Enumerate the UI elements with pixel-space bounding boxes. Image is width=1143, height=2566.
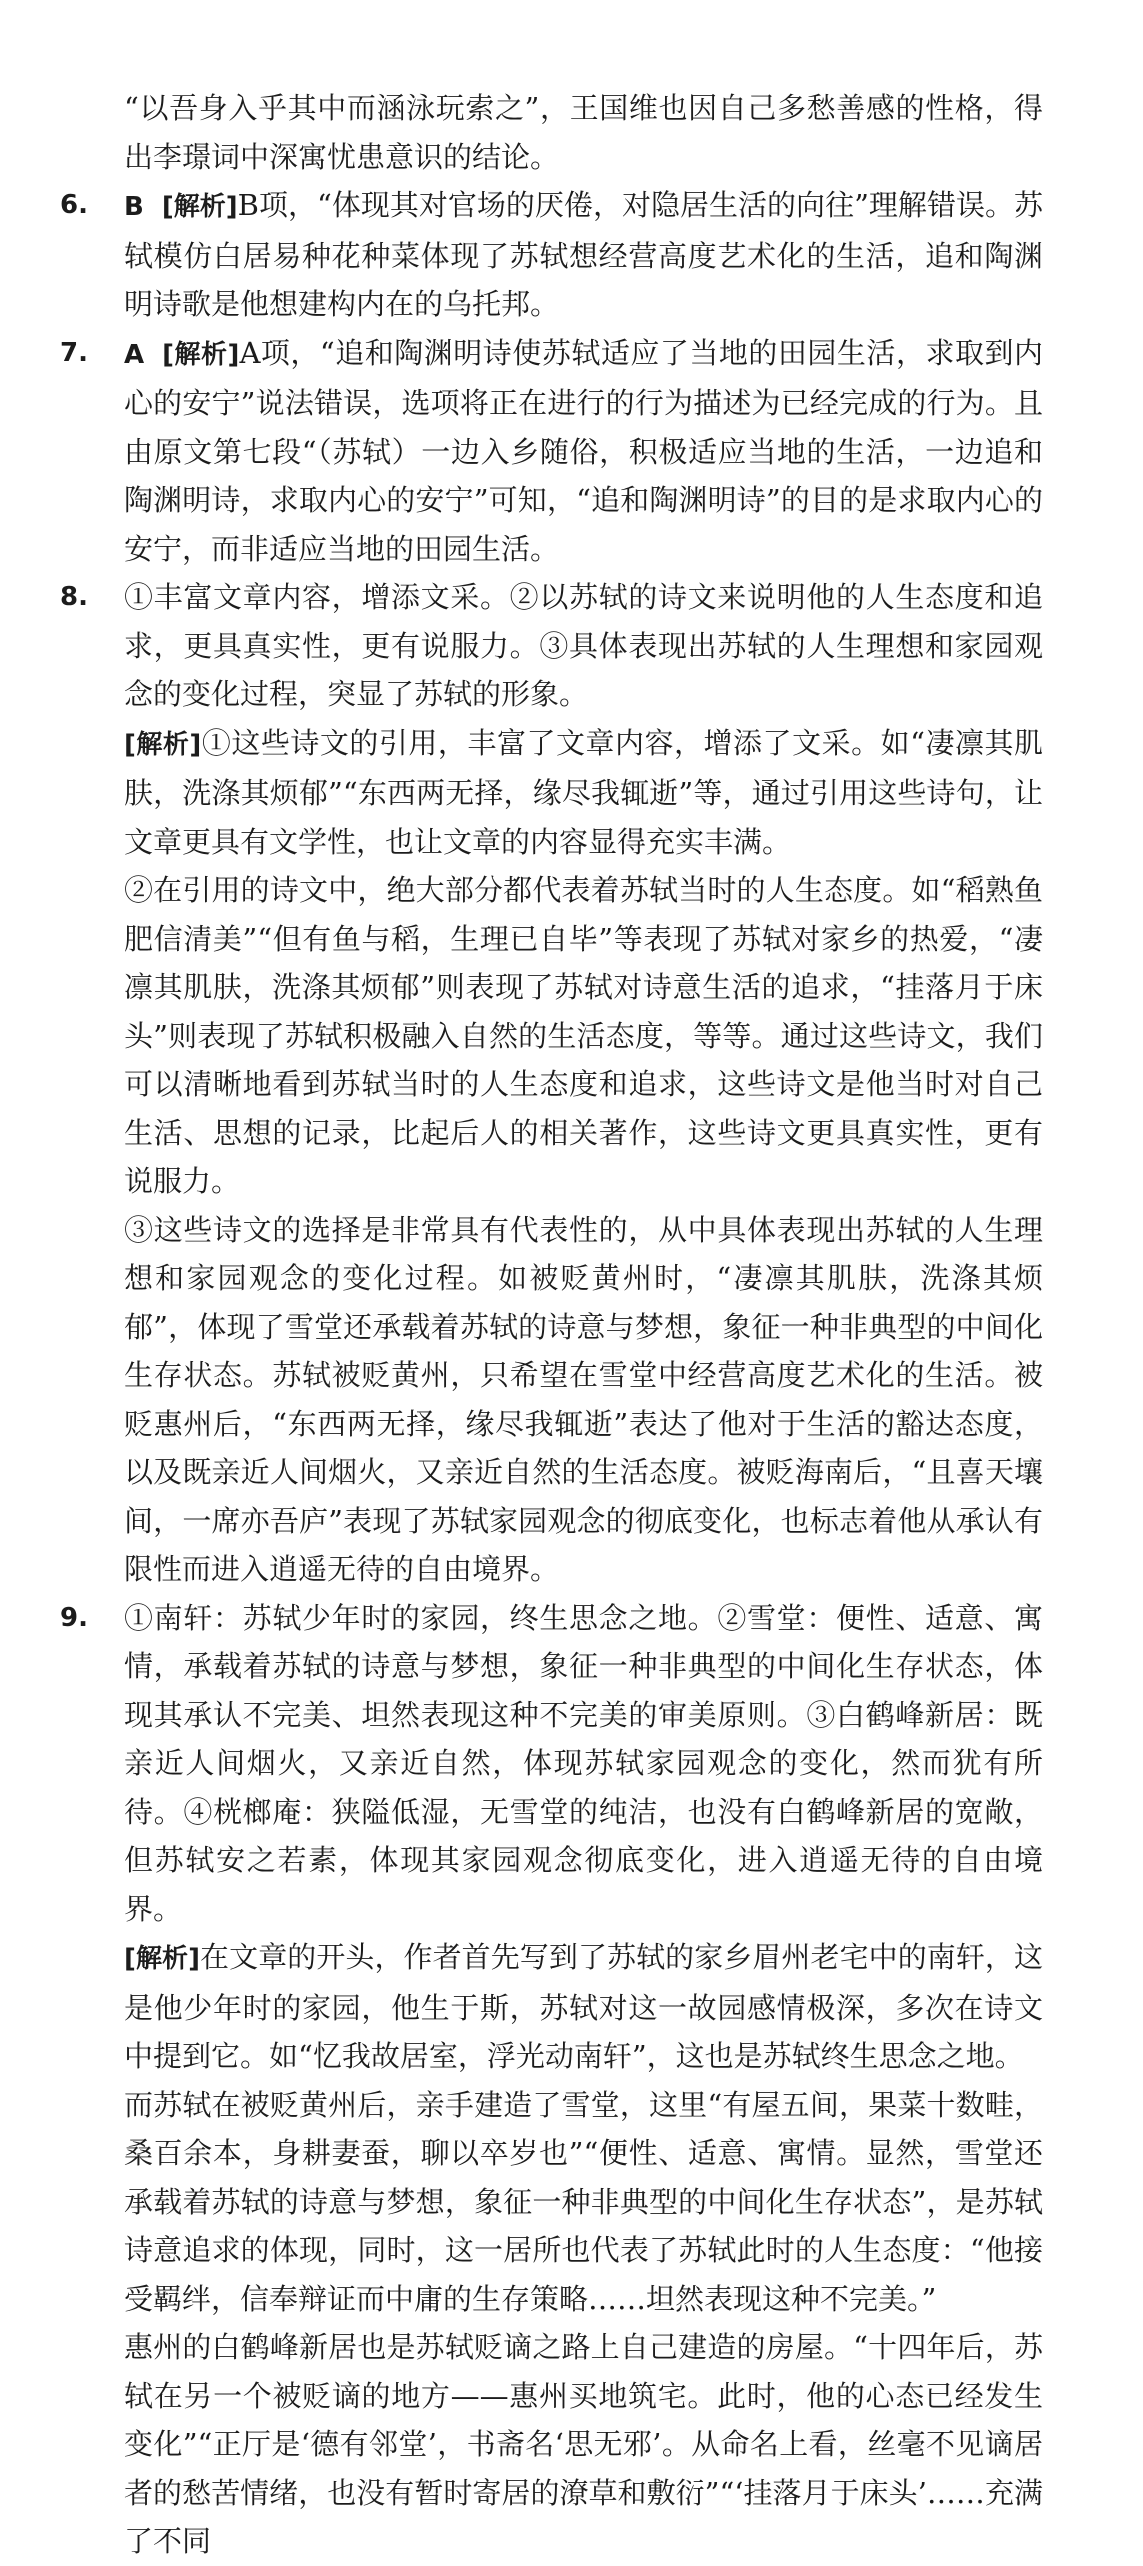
q9-analysis-1-text: 在文章的开头，作者首先写到了苏轼的家乡眉州老宅中的南轩，这是他少年时的家园，他生于斯，苏轼对这一故园感情极深，多次在诗文中提到它。如“忆我故居室，浮光动南轩”，这也是苏轼终生思念之地。 <box>124 1940 1043 2073</box>
q9-analysis-2: 而苏轼在被贬黄州后，亲手建造了雪堂，这里“有屋五间，果菜十数畦，桑百余本，身耕妻蚕，聊以卒岁也”“便性、适意、寓情。显然，雪堂还承载着苏轼的诗意与梦想，象征一种非典型的中间化生存状态”，是苏轼诗意追求的体现，同时，这一居所也代表了苏轼此时的人生态度：“他接受羁绊，信奉辩证而中庸的生存策略……坦然表现这种不完美。” <box>124 2087 1043 2316</box>
q8-analysis-2: ②在引用的诗文中，绝大部分都代表着苏轼当时的人生态度。如“稻熟鱼肥信清美”“但有鱼与稻，生理已自毕”等表现了苏轼对家乡的热爱，“凄凛其肌肤，洗涤其烦郁”则表现了苏轼对诗意生活的追求，“挂落月于床头”则表现了苏轼积极融入自然的生活态度，等等。通过这些诗文，我们可以清晰地看到苏轼当时的人生态度和追求，这些诗文是他当时对自己生活、思想的记录，比起后人的相关著作，这些诗文更具真实性，更有说服力。 <box>124 873 1043 1198</box>
q8-analysis-3: ③这些诗文的选择是非常具有代表性的，从中具体表现出苏轼的人生理想和家园观念的变化过程。如被贬黄州时，“凄凛其肌肤，洗涤其烦郁”，体现了雪堂还承载着苏轼的诗意与梦想，象征一种非典型的中间化生存状态。苏轼被贬黄州，只希望在雪堂中经营高度艺术化的生活。被贬惠州后，“东西两无择，缘尽我辄逝”表达了他对于生活的豁达态度，以及既亲近人间烟火，又亲近自然的生活态度。被贬海南后，“且喜天壤间，一席亦吾庐”表现了苏轼家园观念的彻底变化，也标志着他从承认有限性而进入逍遥无待的自由境界。 <box>124 1212 1043 1586</box>
question-number: 9. <box>60 1602 88 1633</box>
question-number: 8. <box>60 582 88 612</box>
question-9 <box>60 1594 1043 2566</box>
q8-answer: ①丰富文章内容，增添文采。②以苏轼的诗文来说明他的人生态度和追求，更具真实性，更有说服力。③具体表现出苏轼的人生理想和家园观念的变化过程，突显了苏轼的形象。 <box>124 580 1043 711</box>
question-6 <box>60 181 1043 329</box>
q6-analysis: B项，“体现其对官场的厌倦，对隐居生活的向往”理解错误。苏轼模仿白居易种花种菜体现了苏轼想经营高度艺术化的生活，追和陶渊明诗歌是他想建构内在的乌托邦。 <box>124 188 1043 321</box>
q6-answer: B <box>124 192 144 222</box>
analysis-tag: [解析] <box>162 339 240 370</box>
intro-paragraph: “以吾身入乎其中而涵泳玩索之”，王国维也因自己多愁善感的性格，得出李璟词中深寓忧患意识的结论。 <box>124 91 1043 174</box>
q7-analysis: A项，“追和陶渊明诗使苏轼适应了当地的田园生活，求取到内心的安宁”说法错误，选项将正在进行的行为描述为已经完成的行为。且由原文第七段“（苏轼）一边入乡随俗，积极适应当地的生活，一边追和陶渊明诗，求取内心的安宁”可知，“追和陶渊明诗”的目的是求取内心的安宁，而非适应当地的田园生活。 <box>124 335 1043 566</box>
question-8 <box>60 573 1043 1594</box>
q7-answer: A <box>124 339 145 370</box>
analysis-tag: [解析] <box>124 1944 200 1974</box>
analysis-tag: [解析] <box>124 729 202 760</box>
question-number: 6. <box>60 190 88 220</box>
question-7 <box>60 329 1043 574</box>
q8-analysis-1 <box>124 719 1043 867</box>
q7-paragraph <box>124 329 1043 574</box>
q9-analysis-1 <box>124 1933 1043 2081</box>
q8-analysis-1-text: ①这些诗文的引用，丰富了文章内容，增添了文采。如“凄凛其肌肤，洗涤其烦郁”“东西两无择，缘尽我辄逝”等，通过引用这些诗句，让文章更具有文学性，也让文章的内容显得充实丰满。 <box>124 725 1043 859</box>
q9-analysis-3: 惠州的白鹤峰新居也是苏轼贬谪之路上自己建造的房屋。“十四年后，苏轼在另一个被贬谪的地方——惠州买地筑宅。此时，他的心态已经发生变化”“正厅是‘德有邻堂’，书斋名‘思无邪’。从命名上看，丝毫不见谪居者的愁苦情绪，也没有暂时寄居的潦草和敷衍”“‘挂落月于床头’……充满了不同 <box>124 2330 1043 2558</box>
analysis-tag: [解析] <box>161 192 238 222</box>
q6-paragraph <box>124 181 1043 329</box>
question-number: 7. <box>60 337 88 368</box>
q9-answer: ①南轩：苏轼少年时的家园，终生思念之地。②雪堂：便性、适意、寓情，承载着苏轼的诗意与梦想，象征一种非典型的中间化生存状态，体现其承认不完美、坦然表现这种不完美的审美原则。③白鹤峰新居：既亲近人间烟火，又亲近自然，体现苏轼家园观念的变化，然而犹有所待。④桄榔庵：狭隘低湿，无雪堂的纯洁，也没有白鹤峰新居的宽敞，但苏轼安之若素，体现其家园观念彻底变化，进入逍遥无待的自由境界。 <box>124 1600 1043 1926</box>
